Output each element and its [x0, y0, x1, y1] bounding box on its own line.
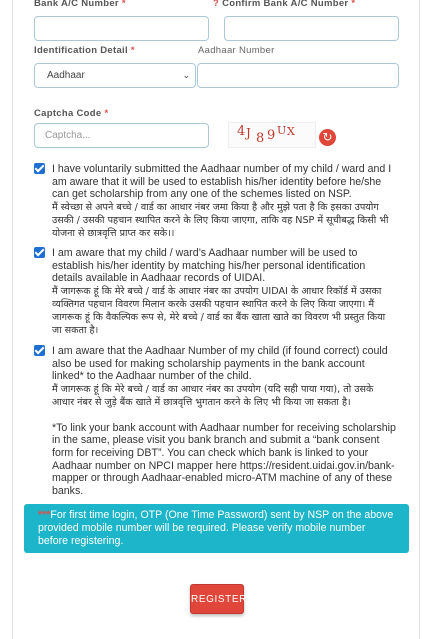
- captcha-char: 8: [256, 131, 265, 146]
- aadhaar-number-input[interactable]: [197, 63, 399, 88]
- aadhaar-number-label: Aadhaar Number: [198, 45, 275, 56]
- identification-detail-label: Identification Detail *: [34, 45, 135, 56]
- confirm-bank-account-input[interactable]: [224, 16, 399, 41]
- consent-text-3: I am aware that the Aadhaar Number of my child (if found correct) could also be used for making scholarship payments in the bank account linked* to the Aadhaar number of the child. मैं जागरूक हूं कि मेरे बच्चे / वार्ड का आधार नंबर का उपयोग (यदि सही पाया गया), तो उसके आधार नंबर से जुड़े बैंक खाते में छात्रवृत्ति भुगतान करने के लिए भी किया जा सकता है। *To link your bank account with Aadhaar number for receiving scholarship in the same, please visit you bank branch and submit a “bank consent form for receiving DBT”. You can check which bank is linked to your Aadhaar number on NPCI mapper here https://resident.uidai.gov.in/bank-mapper or through Aadhaar-enabled micro-ATM machine of any of these banks.: [52, 345, 396, 497]
- bank-account-label: Bank A/C Number *: [34, 0, 126, 9]
- captcha-char: J: [246, 126, 251, 140]
- refresh-icon[interactable]: ↻: [319, 129, 336, 146]
- help-icon[interactable]: ?: [213, 0, 220, 9]
- otp-notice: ***For first time login, OTP (One Time Password) sent by NSP on the above provided mobile number will be required. Please verify mobile number before registering.: [24, 504, 409, 553]
- consent-text-2: I am aware that my child / ward’s Aadhaar number will be used to establish his/her identity by matching his/her personal identification details available in Aadhaar records of UIDAI. मैं जागरूक हूं कि मेरे बच्चे / वार्ड के आधार नंबर का उपयोग UIDAI के आधार रिकॉर्ड में उसका व्यक्तिगत पहचान विवरण मिलान करके उसकी पहचान स्थापित करने के लिए किया जाएगा। मैं जागरूक हूं कि वैकल्पिक रूप से, मेरे बच्चे / वार्ड का बैंक खाता खाते का विवरण भी प्रस्तुत किया जा सकता है।: [52, 247, 386, 336]
- captcha-char: U: [277, 124, 287, 137]
- chevron-down-icon: ⌄: [182, 70, 190, 80]
- captcha-input[interactable]: [34, 123, 209, 148]
- captcha-label: Captcha Code *: [34, 108, 109, 119]
- captcha-char: X: [287, 125, 295, 138]
- bank-account-input[interactable]: [34, 16, 209, 41]
- consent-checkbox-1[interactable]: [34, 163, 45, 174]
- register-button[interactable]: REGISTER: [190, 584, 244, 614]
- consent-checkbox-3[interactable]: [34, 345, 45, 356]
- captcha-image: [228, 122, 316, 148]
- identification-select[interactable]: [34, 63, 196, 88]
- captcha-char: 9: [267, 128, 276, 143]
- captcha-char: 4: [237, 124, 246, 139]
- identification-selected-value: Aadhaar: [47, 70, 85, 81]
- consent-checkbox-2[interactable]: [34, 247, 45, 258]
- consent-text-1: I have voluntarily submitted the Aadhaar number of my child / ward and I am aware that it will be used to establish his/her identity before he/she can get scholarship from any one of the schemes listed on NSP. मैं स्वेच्छा से अपने बच्चे / वार्ड का आधार नंबर जमा किया है और मुझे पता है कि इसका उपयोग उसकी / उसकी पहचान स्थापित करने के लिए किया जाएगा, ताकि वह NSP में सूचीबद्ध किसी भी योजना से छात्रवृत्ति प्राप्त कर सके।।: [52, 163, 392, 239]
- confirm-bank-account-label: ? Confirm Bank A/C Number *: [213, 0, 356, 9]
